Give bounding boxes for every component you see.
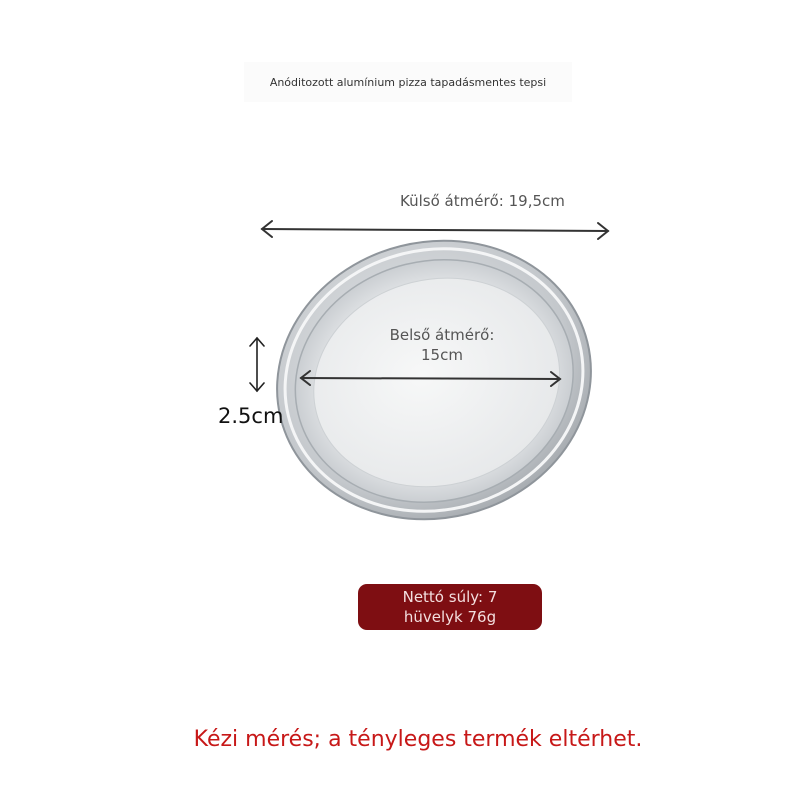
outer-diameter-arrow-icon (262, 221, 608, 239)
inner-diameter-label: Belső átmérő: 15cm (389, 326, 495, 364)
height-arrow-icon (250, 338, 264, 391)
weight-badge-text: Nettó súly: 7 hüvelyk 76g (402, 588, 498, 626)
height-label: 2.5cm (218, 404, 284, 428)
measurement-disclaimer: Kézi mérés; a tényleges termék eltérhet. (193, 727, 643, 752)
page-title-text: Anóditozott alumínium pizza tapadásmentes tepsi (269, 75, 547, 89)
weight-badge (358, 584, 542, 630)
outer-diameter-label: Külső átmérő: 19,5cm (400, 192, 565, 210)
